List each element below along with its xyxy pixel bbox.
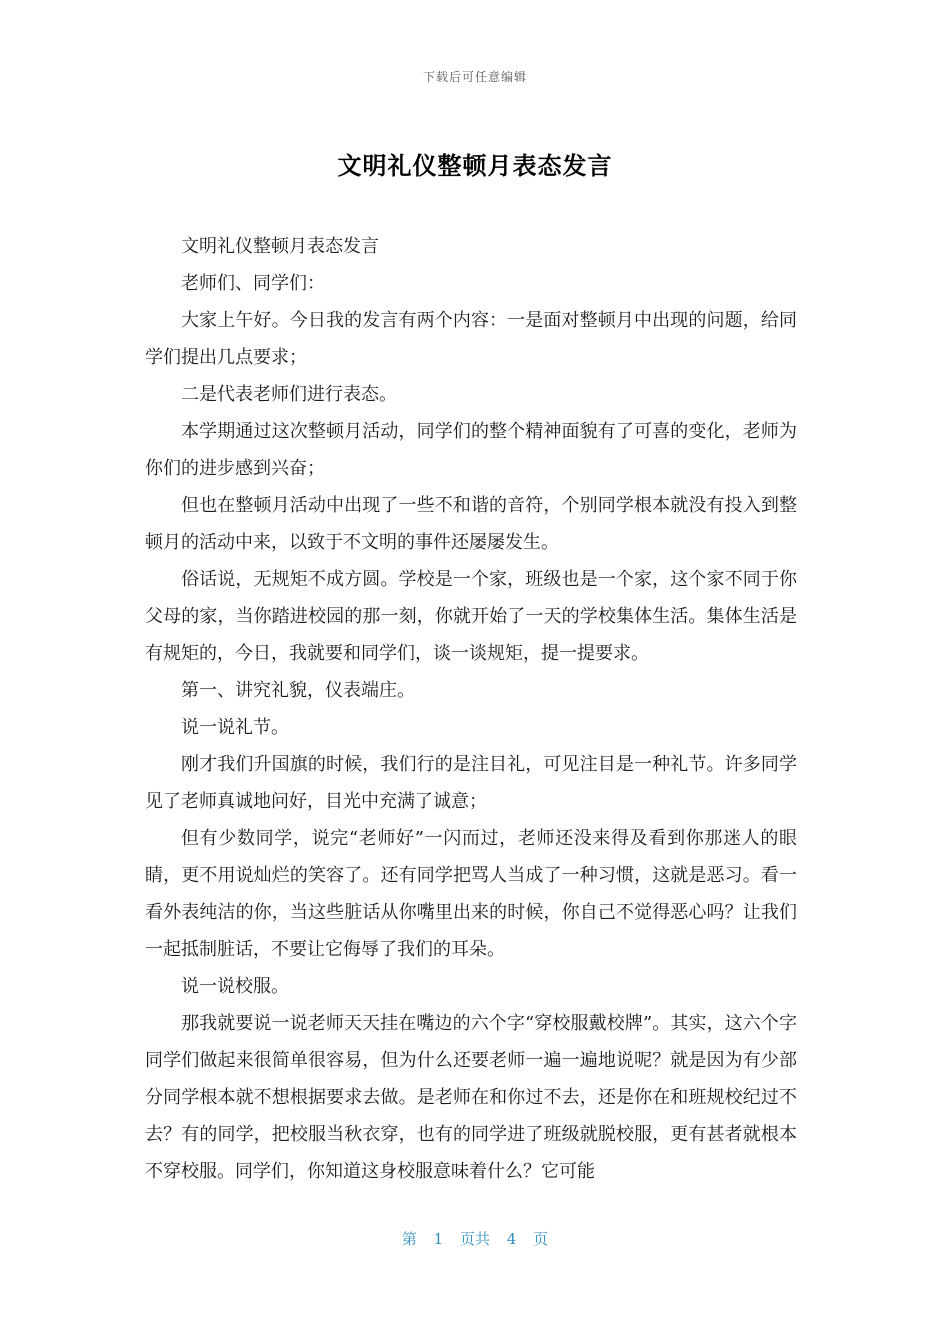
document-body: [145, 228, 797, 1190]
paragraph: 二是代表老师们进行表态。: [181, 384, 397, 405]
paragraph: 大家上午好。今日我的发言有两个内容：一是面对整顿月中出现的问题，给同学们提出几点要求；: [145, 310, 797, 368]
paragraph: 那我就要说一说老师天天挂在嘴边的六个字“穿校服戴校牌”。其实，这六个字同学们做起来很简单很容易，但为什么还要老师一遍一遍地说呢？就是因为有少部分同学根本就不想根据要求去做。是老师在和你过不去，还是你在和班规校纪过不去？有的同学，把校服当秋衣穿，也有的同学进了班级就脱校服，更有甚者就根本不穿校服。同学们，你知道这身校服意味着什么？它可能: [145, 1013, 797, 1182]
paragraph: 俗话说，无规矩不成方圆。学校是一个家，班级也是一个家，这个家不同于你父母的家，当你踏进校园的那一刻，你就开始了一天的学校集体生活。集体生活是有规矩的，今日，我就要和同学们，谈一谈规矩，提一提要求。: [145, 569, 797, 664]
footer-suffix: 页: [533, 1230, 549, 1248]
footer-total-pages: 4: [506, 1230, 517, 1248]
document-title: 文明礼仪整顿月表态发言: [337, 152, 613, 180]
paragraph: 文明礼仪整顿月表态发言: [181, 236, 379, 257]
paragraph: 说一说校服。: [181, 976, 289, 997]
page-header-note: 下载后可任意编辑: [422, 70, 527, 84]
paragraph: 说一说礼节。: [181, 717, 289, 738]
paragraph: 本学期通过这次整顿月活动，同学们的整个精神面貌有了可喜的变化，老师为你们的进步感到兴奋；: [145, 421, 797, 479]
paragraph: 刚才我们升国旗的时候，我们行的是注目礼，可见注目是一种礼节。许多同学见了老师真诚地问好，目光中充满了诚意；: [145, 754, 797, 812]
paragraph: 但也在整顿月活动中出现了一些不和谐的音符，个别同学根本就没有投入到整顿月的活动中来，以致于不文明的事件还屡屡发生。: [145, 495, 797, 553]
paragraph: 但有少数同学，说完“老师好”一闪而过，老师还没来得及看到你那迷人的眼睛，更不用说灿烂的笑容了。还有同学把骂人当成了一种习惯，这就是恶习。看一看外表纯洁的你，当这些脏话从你嘴里出来的时候，你自己不觉得恶心吗？让我们一起抵制脏话，不要让它侮辱了我们的耳朵。: [145, 828, 797, 960]
page-footer: [0, 1228, 950, 1249]
footer-middle: 页共: [459, 1230, 490, 1248]
footer-prefix: 第: [401, 1230, 417, 1248]
footer-current-page: 1: [433, 1230, 444, 1248]
paragraph: 第一、讲究礼貌，仪表端庄。: [181, 680, 415, 701]
paragraph: 老师们、同学们：: [181, 273, 325, 294]
